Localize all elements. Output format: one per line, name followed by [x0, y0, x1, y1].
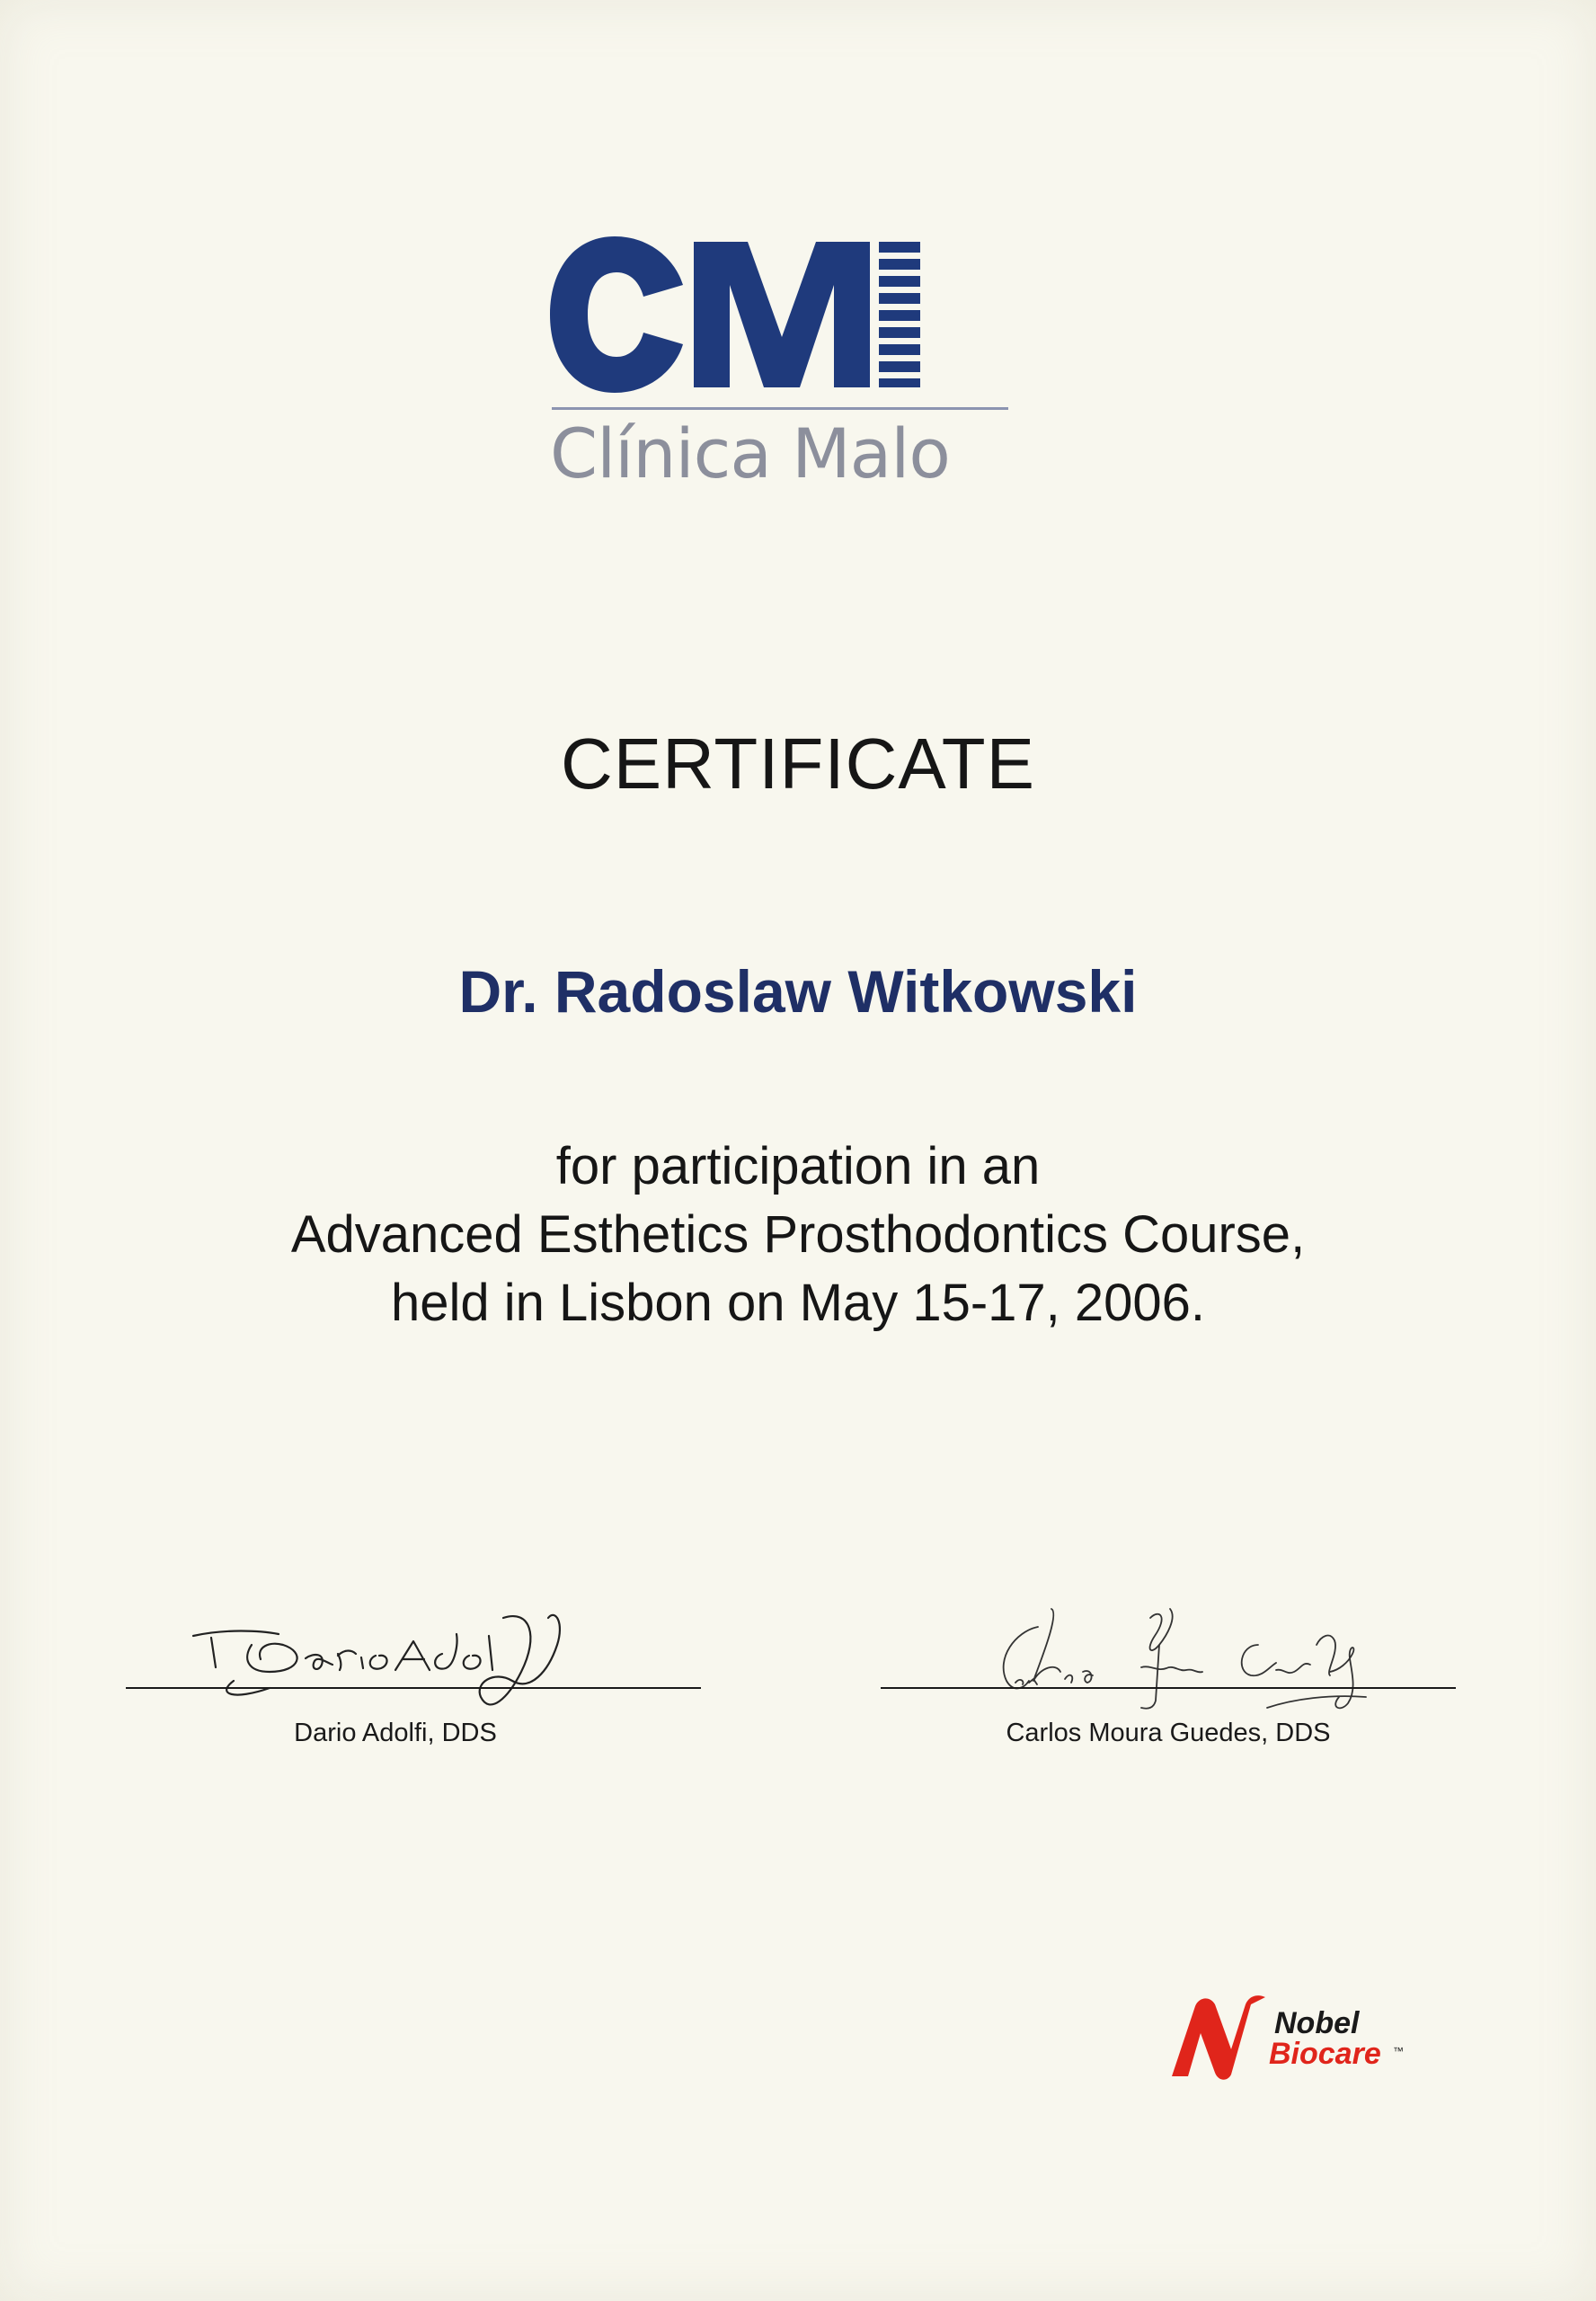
signatory-name: Carlos Moura Guedes, DDS [1006, 1719, 1331, 1747]
certificate-body [0, 1133, 1596, 1337]
clinica-malo-logo [550, 229, 1017, 499]
recipient-name: Dr. Radoslaw Witkowski [458, 958, 1138, 1025]
signature-block-left [126, 1582, 701, 1762]
signatory-name: Dario Adolfi, DDS [294, 1719, 497, 1747]
cm-monogram-logo [550, 229, 1017, 400]
signature-line [881, 1687, 1456, 1689]
biocare-text: Biocare [1269, 2037, 1381, 2071]
body-line: Advanced Esthetics Prosthodontics Course, [290, 1205, 1306, 1264]
handwritten-signature [881, 1582, 1456, 1717]
signature-line [126, 1687, 701, 1689]
body-line: held in Lisbon on May 15-17, 2006. [390, 1274, 1206, 1332]
body-line: for participation in an [555, 1137, 1041, 1195]
trademark-mark: ™ [1393, 2045, 1404, 2057]
signature-block-right [881, 1582, 1456, 1762]
certificate-title: CERTIFICATE [560, 724, 1036, 804]
nobel-text: Nobel [1274, 2006, 1360, 2040]
nobel-biocare-logo [1168, 1986, 1420, 2085]
logo-subtitle: Clínica Malo [550, 413, 950, 493]
logo-divider [552, 407, 1008, 410]
handwritten-signature [126, 1582, 701, 1717]
